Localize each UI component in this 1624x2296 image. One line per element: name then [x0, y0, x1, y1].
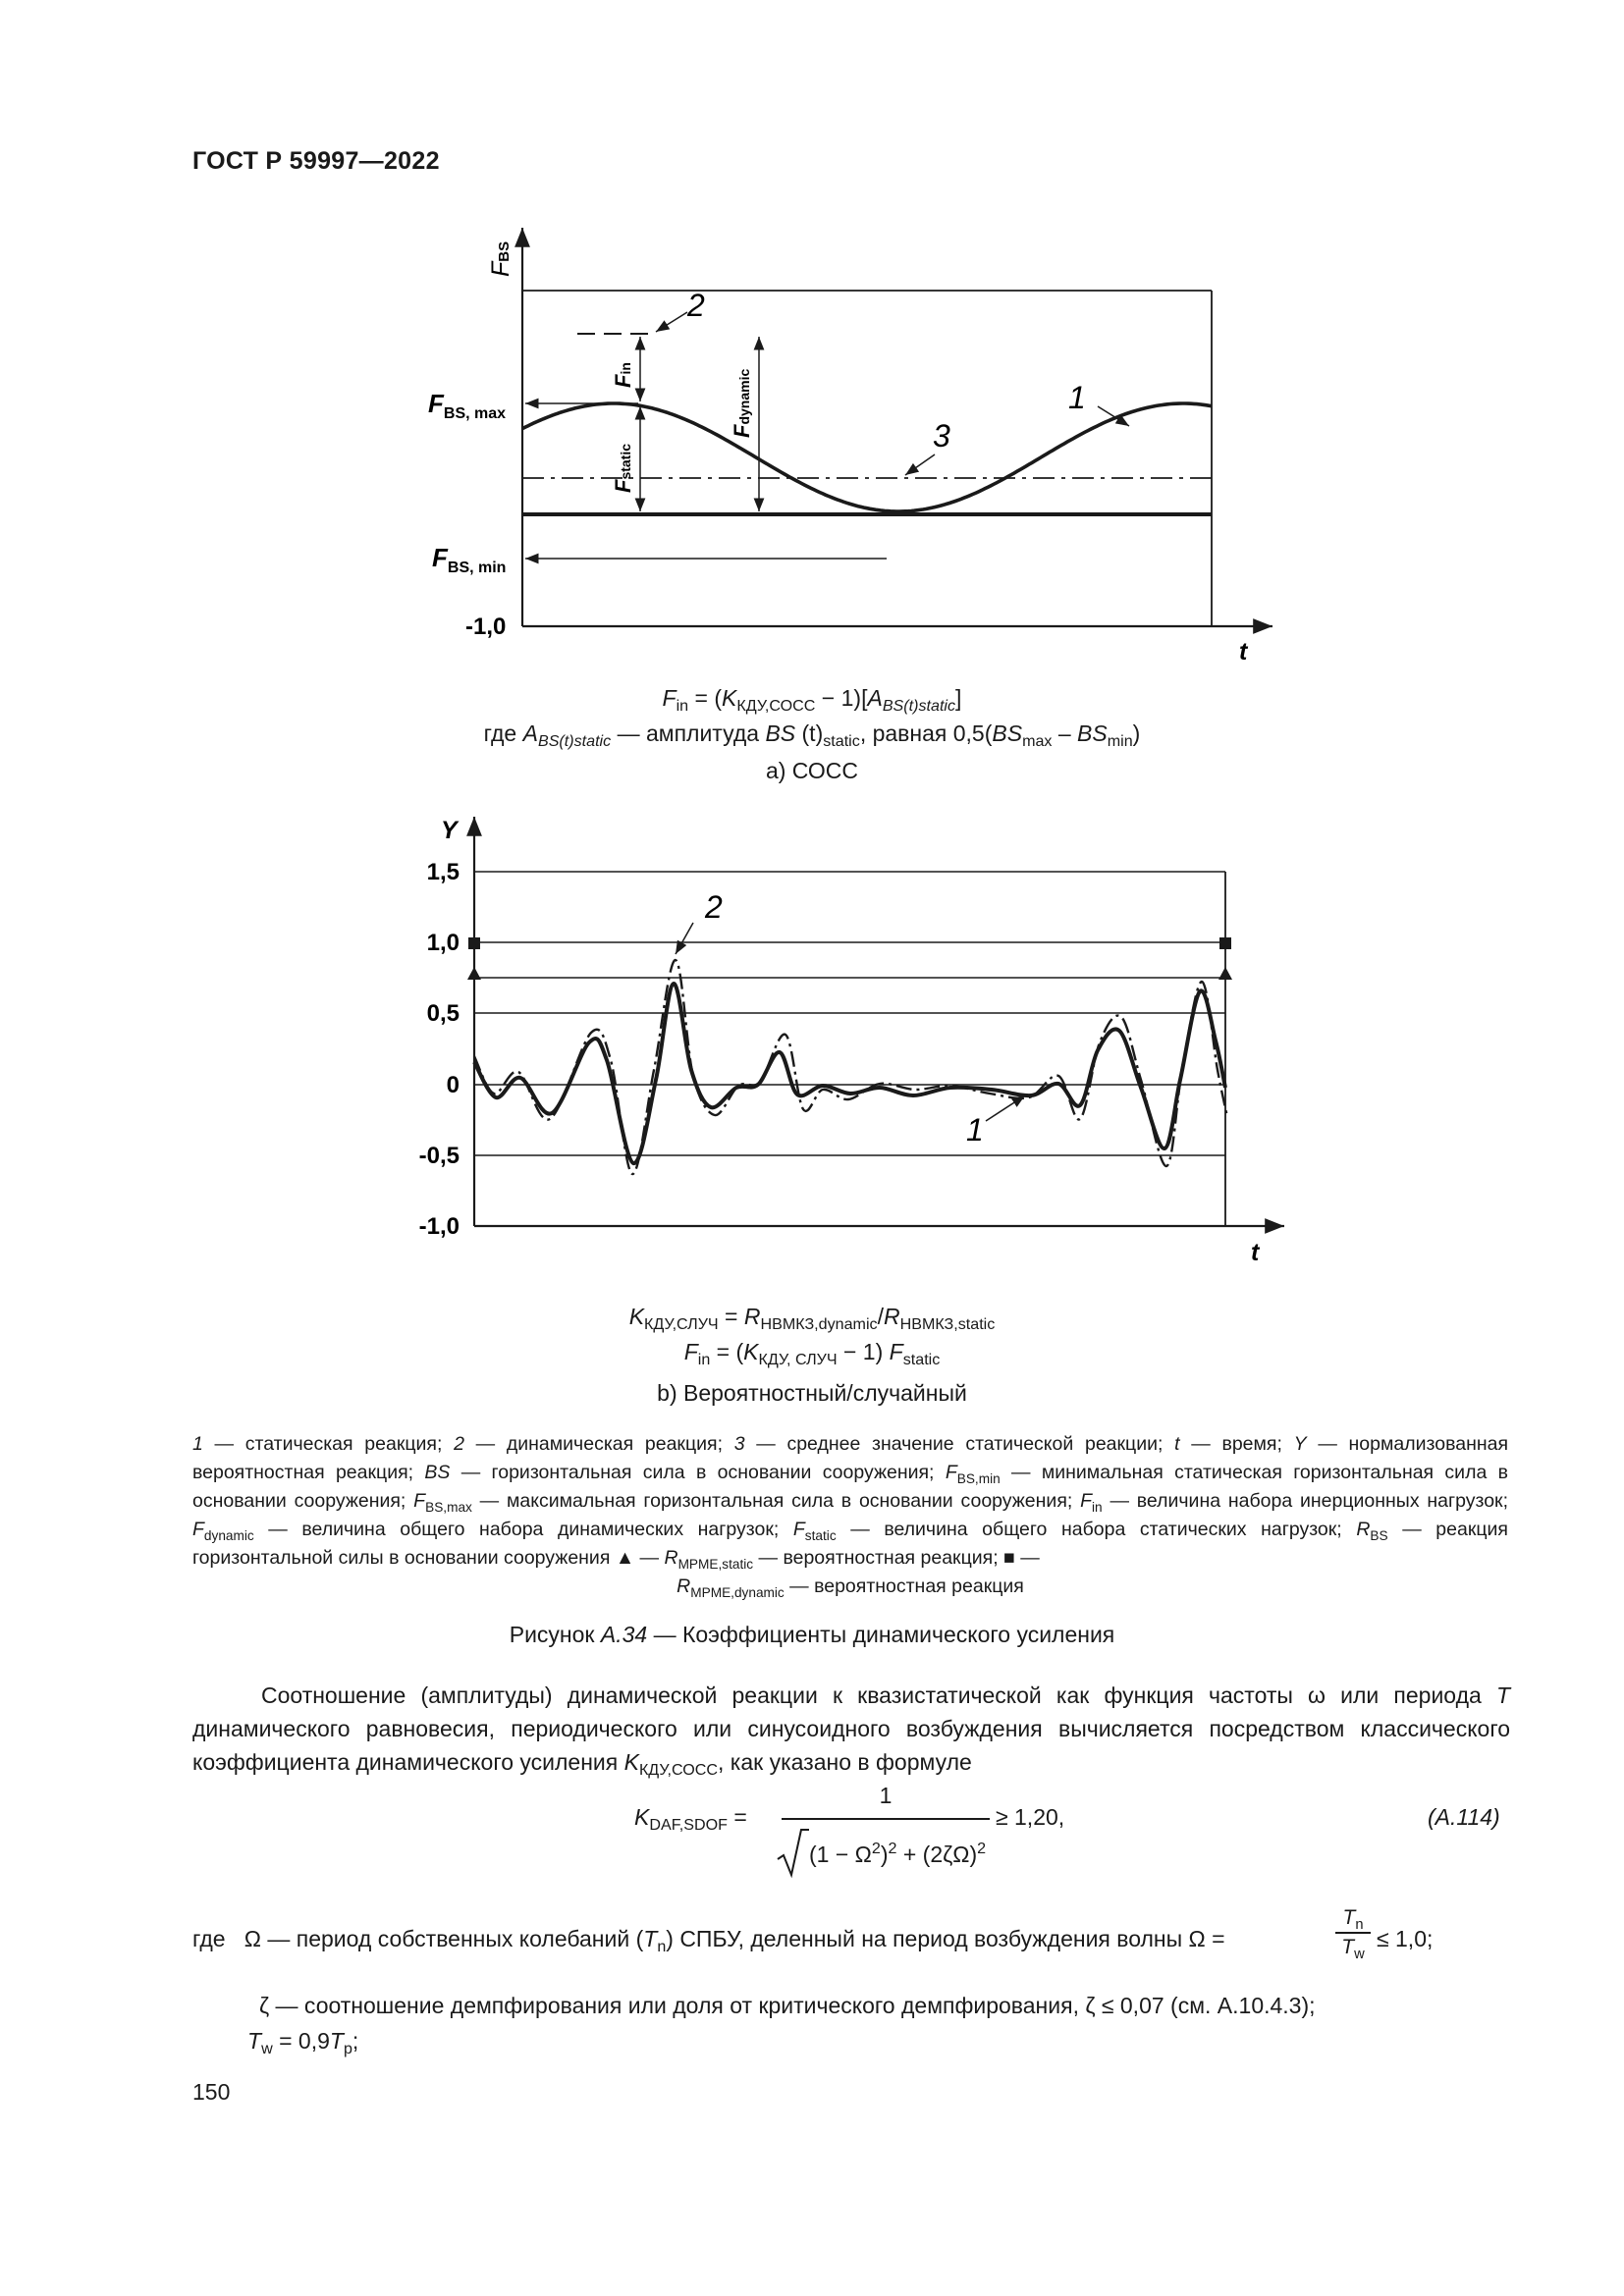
f-dynamic-label: Fdynamic: [730, 368, 754, 438]
omega-fraction: $T_n$ $T_w$: [1335, 1904, 1371, 1961]
figure-b-y-label: Y: [441, 817, 458, 844]
figure-a-callout-1: 1: [1068, 380, 1086, 415]
sqrt-sign-icon: [776, 1828, 809, 1879]
callout-1-leader-b: [986, 1095, 1025, 1121]
document-header: ГОСТ Р 59997—2022: [192, 147, 440, 175]
figure-b-y-tick-label: 1,5: [426, 859, 460, 885]
figure-b-gridlines: [474, 872, 1225, 1155]
omega-bound: ≤ 1,0;: [1377, 1926, 1434, 1951]
f-static-label: Fstatic: [611, 443, 635, 493]
figure-a-caption: а) СОСС: [765, 758, 859, 783]
triangle-legend-icon: ▲: [615, 1547, 635, 1569]
figure-b-caption: b) Вероятностный/случайный: [657, 1380, 967, 1406]
figure-a-callout-3: 3: [933, 418, 950, 454]
figure-a-where: где $A_{BS(t)static}$ — амплитуда BS $(t)_{static}$, равная $0,5(BS_{max} - BS_{min})$: [483, 721, 1141, 750]
f-in-label: Fin: [611, 362, 635, 388]
callout-2-leader-a: [656, 312, 687, 332]
figure-b-x-label: t: [1251, 1239, 1260, 1266]
figure-b-formula-2: $F_{in} = (K_{КДУ, СЛУЧ} - 1)$ $F_{static}$: [683, 1339, 941, 1368]
formula-a114-bound: ≥ 1,20,: [996, 1804, 1065, 1830]
body-paragraph: Соотношение (амплитуды) динамической реакции к квазистатической как функция частоты ω или периода T динамического равновесия, периодического или синусоидного возбуждения вычисляется посредством классического коэффициента динамического усиления $K_{КДУ,СОСС}$, как указано в формуле: [192, 1682, 1510, 1779]
figure-b-y-tick-label: -0,5: [418, 1143, 460, 1169]
callout-3-leader: [905, 454, 935, 475]
figure-legend: 1 — статическая реакция; 2 — динамическая реакция; 3 — среднее значение статической реакции; t — время; Y — нормализованная вероятностная реакция; BS — горизонтальная сила в основании сооружения; $F_{BS,min}$ — минимальная статическая горизонтальная сила в основании сооружения; $F_{BS,max}$ — максимальная горизонтальная сила в основании сооружения; $F_{in}$ — величина набора инерционных нагрузок; $F_{dynamic}$ — величина общего набора динамических нагрузок; $F_{static}$ — величина общего набора статических нагрузок; $R_{BS}$ — реакция горизонтальной силы в основании сооружения ▲ — $R_{MPME,static}$ — вероятностная реакция; ■ — $R_{MPME,dynamic}$ — вероятностная реакция: [192, 1433, 1509, 1600]
where-zeta-line: ζ — соотношение демпфирования или доля от критического демпфирования, ζ ≤ 0,07 (см. А.10.4.3);: [259, 1993, 1316, 2018]
figure-a-y-label: FBS: [487, 240, 514, 277]
figure-a-y-min-tick: -1,0: [465, 614, 507, 640]
figure-b-dynamic-curve: [474, 960, 1227, 1174]
figure-b-callout-1: 1: [966, 1112, 984, 1148]
callout-2-leader-b: [676, 923, 693, 954]
square-legend-icon: ■: [1003, 1547, 1015, 1569]
figure-b-y-tick-label: 1,0: [426, 930, 460, 956]
figure-b-y-tick-label: 0: [446, 1072, 460, 1098]
formula-a114-number: (А.114): [1428, 1804, 1500, 1830]
figure-a-chart: [428, 228, 1272, 666]
figure-a-x-label: t: [1239, 638, 1248, 666]
figure-b-y-tick-label: -1,0: [418, 1213, 460, 1240]
tw-line: $T_w = 0,9T_p$;: [247, 2028, 359, 2057]
figure-b-y-tick-label: 0,5: [426, 1000, 460, 1027]
where-omega-line: где Ω — период собственных колебаний $(T_n)$ СПБУ, деленный на период возбуждения волны Ω =: [192, 1926, 1225, 1955]
figure-title: Рисунок А.34 — Коэффициенты динамического усиления: [509, 1622, 1115, 1647]
figure-b-chart: [419, 817, 1284, 1266]
triangle-marker-right: [1218, 967, 1232, 980]
square-marker-right: [1219, 937, 1231, 949]
page-number: 150: [192, 2079, 231, 2105]
figure-b-formula-1: $K_{КДУ,СЛУЧ} = R_{НВМКЗ,dynamic}/R_{НВМКЗ,static}$: [628, 1304, 996, 1333]
figure-a-callout-2: 2: [687, 288, 705, 323]
figure-b-callout-2: 2: [705, 889, 723, 925]
figure-a-formula: $F_{in} = (K_{КДУ,СОСС} - 1)[A_{BS(t)static}]$: [662, 685, 962, 715]
formula-a114-fraction-bar: [782, 1818, 990, 1820]
figure-b-static-curve: [474, 984, 1225, 1163]
formula-a114-lhs: $K_{DAF,SDOF}$ =: [634, 1804, 747, 1834]
square-marker-left: [468, 937, 480, 949]
fbs-max-label: $F_{BS, max}$: [428, 389, 507, 422]
formula-a114-numerator: 1: [879, 1783, 893, 1808]
formula-a114-denominator: $(1 - \Omega^2)^2 + (2\zeta\Omega)^2$: [809, 1840, 987, 1867]
triangle-marker-left: [467, 967, 481, 980]
figure-b-tick-labels: [419, 859, 460, 1240]
fbs-min-label: $F_{BS, min}$: [432, 543, 507, 576]
